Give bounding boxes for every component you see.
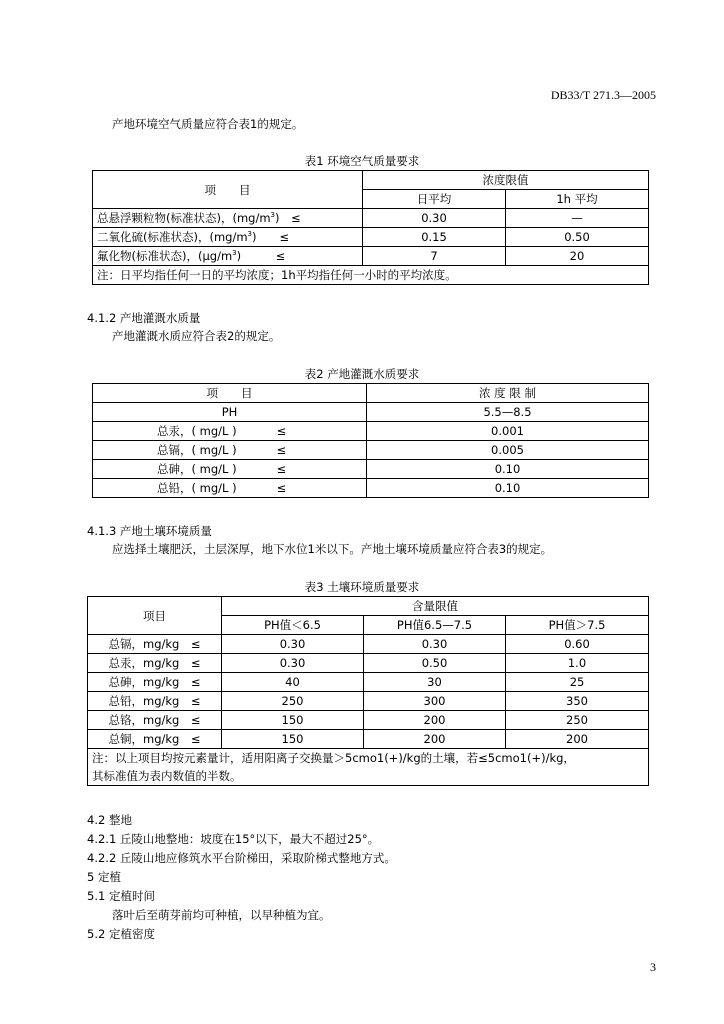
table3-row-high: 250: [506, 711, 649, 730]
table-row: [88, 654, 649, 673]
table2-row-item: 总镉，( mg/L ) ≤: [93, 441, 367, 460]
table3-row-low: 250: [222, 692, 364, 711]
table1-row-hourly: 20: [506, 247, 649, 266]
table3-col-low: PH值＜6.5: [222, 616, 364, 635]
table2-row-item: PH: [93, 403, 367, 422]
table-row: [93, 209, 649, 228]
table-row: [93, 441, 649, 460]
table3-row-item: 总砷，mg/kg ≤: [88, 673, 222, 692]
section-4-1-3-body: 应选择土壤肥沃，土层深厚，地下水位1米以下。产地土壤环境质量应符合表3的规定。: [112, 542, 553, 556]
table1-row-daily: 7: [363, 247, 506, 266]
table3: [87, 596, 649, 786]
table2-row-value: 0.001: [367, 422, 649, 441]
table3-row-mid: 200: [364, 730, 506, 749]
table2-row-item: 总砷，( mg/L ) ≤: [93, 460, 367, 479]
table3-row-item: 总镉，mg/kg ≤: [88, 635, 222, 654]
page-number: 3: [650, 960, 656, 974]
table-row: [93, 228, 649, 247]
table-row: [93, 247, 649, 266]
table-row: [93, 422, 649, 441]
table1-caption: 表1 环境空气质量要求: [304, 154, 420, 168]
table3-row-low: 150: [222, 730, 364, 749]
table2-row-value: 0.10: [367, 479, 649, 498]
table3-head-limit: 含量限值: [222, 597, 649, 616]
table2-row-value: 5.5—8.5: [367, 403, 649, 422]
section-5-1-heading: 5.1 定植时间: [87, 889, 155, 903]
table1-row-hourly: 0.50: [506, 228, 649, 247]
table2: [92, 383, 649, 498]
table3-row-high: 1.0: [506, 654, 649, 673]
table2-row-item: 总铅，( mg/L ) ≤: [93, 479, 367, 498]
table3-row-item: 总铬，mg/kg ≤: [88, 711, 222, 730]
table3-row-item: 总铅，mg/kg ≤: [88, 692, 222, 711]
section-5-2-heading: 5.2 定植密度: [87, 927, 155, 941]
table1-row-hourly: —: [506, 209, 649, 228]
table3-row-high: 25: [506, 673, 649, 692]
table2-row-value: 0.005: [367, 441, 649, 460]
table1: [92, 170, 649, 285]
table3-row-low: 150: [222, 711, 364, 730]
table3-row-mid: 30: [364, 673, 506, 692]
table3-row-mid: 0.50: [364, 654, 506, 673]
table3-row-item: 总铜，mg/kg ≤: [88, 730, 222, 749]
table1-note: 注：日平均指任何一日的平均浓度；1h平均指任何一小时的平均浓度。: [93, 266, 649, 285]
table3-row-mid: 0.30: [364, 635, 506, 654]
table2-head-limit: 浓 度 限 制: [367, 384, 649, 403]
section-4-1-3-heading: 4.1.3 产地土壤环境质量: [87, 524, 212, 538]
table1-head-limit: 浓度限值: [363, 171, 649, 190]
table1-row-item: 总悬浮颗粒物(标准状态)，$(mg/m^3)$ ≤: [93, 209, 363, 228]
table1-row-item: 二氧化硫(标准状态)，$(mg/m^3)$ ≤: [93, 228, 363, 247]
table3-row-mid: 200: [364, 711, 506, 730]
table2-caption: 表2 产地灌溉水质要求: [304, 367, 420, 381]
section-4-1-2-heading: 4.1.2 产地灌溉水质量: [87, 311, 201, 325]
table1-row-daily: 0.15: [363, 228, 506, 247]
table-row: [88, 711, 649, 730]
section-4-2-2: 4.2.2 丘陵山地应修筑水平台阶梯田，采取阶梯式整地方式。: [87, 851, 396, 865]
table-row: [88, 730, 649, 749]
table-row: [88, 692, 649, 711]
table1-row-daily: 0.30: [363, 209, 506, 228]
section-5-heading: 5 定植: [87, 870, 121, 884]
table3-row-high: 350: [506, 692, 649, 711]
document-number: DB33/T 271.3—2005: [550, 88, 656, 102]
table1-head-item: 项 目: [93, 171, 363, 209]
table3-note-line2: 其标准值为表内数值的半数。: [92, 769, 242, 783]
table-row: [93, 460, 649, 479]
table2-row-value: 0.10: [367, 460, 649, 479]
intro-air-text: 产地环境空气质量应符合表1的规定。: [112, 117, 304, 131]
section-4-2-1: 4.2.1 丘陵山地整地：坡度在15°以下，最大不超过25°。: [87, 832, 380, 846]
table3-row-low: 40: [222, 673, 364, 692]
table3-row-high: 0.60: [506, 635, 649, 654]
table-row: [88, 673, 649, 692]
section-4-2-heading: 4.2 整地: [87, 813, 132, 827]
table3-col-high: PH值＞7.5: [506, 616, 649, 635]
table3-note: [88, 749, 649, 786]
table3-row-mid: 300: [364, 692, 506, 711]
table-row: [93, 403, 649, 422]
table3-head-item: 项目: [88, 597, 222, 635]
table3-caption: 表3 土壤环境质量要求: [304, 580, 420, 594]
table3-note-line1: 注：以上项目均按元素量计，适用阳离子交换量＞5cmo1(+)/kg的土壤，若≤5cmo1(+)/kg，: [92, 751, 575, 765]
table1-col-daily: 日平均: [363, 190, 506, 209]
table-row: [93, 479, 649, 498]
table3-col-mid: PH值6.5—7.5: [364, 616, 506, 635]
table3-row-high: 200: [506, 730, 649, 749]
table1-row-item: 氟化物(标准状态)，$(\mu g/m^3)$ ≤: [93, 247, 363, 266]
section-5-1-body: 落叶后至萌芽前均可种植，以早种植为宜。: [112, 908, 331, 922]
table3-row-item: 总汞，mg/kg ≤: [88, 654, 222, 673]
table2-row-item: 总汞，( mg/L ) ≤: [93, 422, 367, 441]
section-4-1-2-body: 产地灌溉水质应符合表2的规定。: [112, 329, 281, 343]
table-row: [88, 635, 649, 654]
table3-row-low: 0.30: [222, 635, 364, 654]
table3-row-low: 0.30: [222, 654, 364, 673]
table1-col-hourly: 1h 平均: [506, 190, 649, 209]
table2-head-item: 项 目: [93, 384, 367, 403]
